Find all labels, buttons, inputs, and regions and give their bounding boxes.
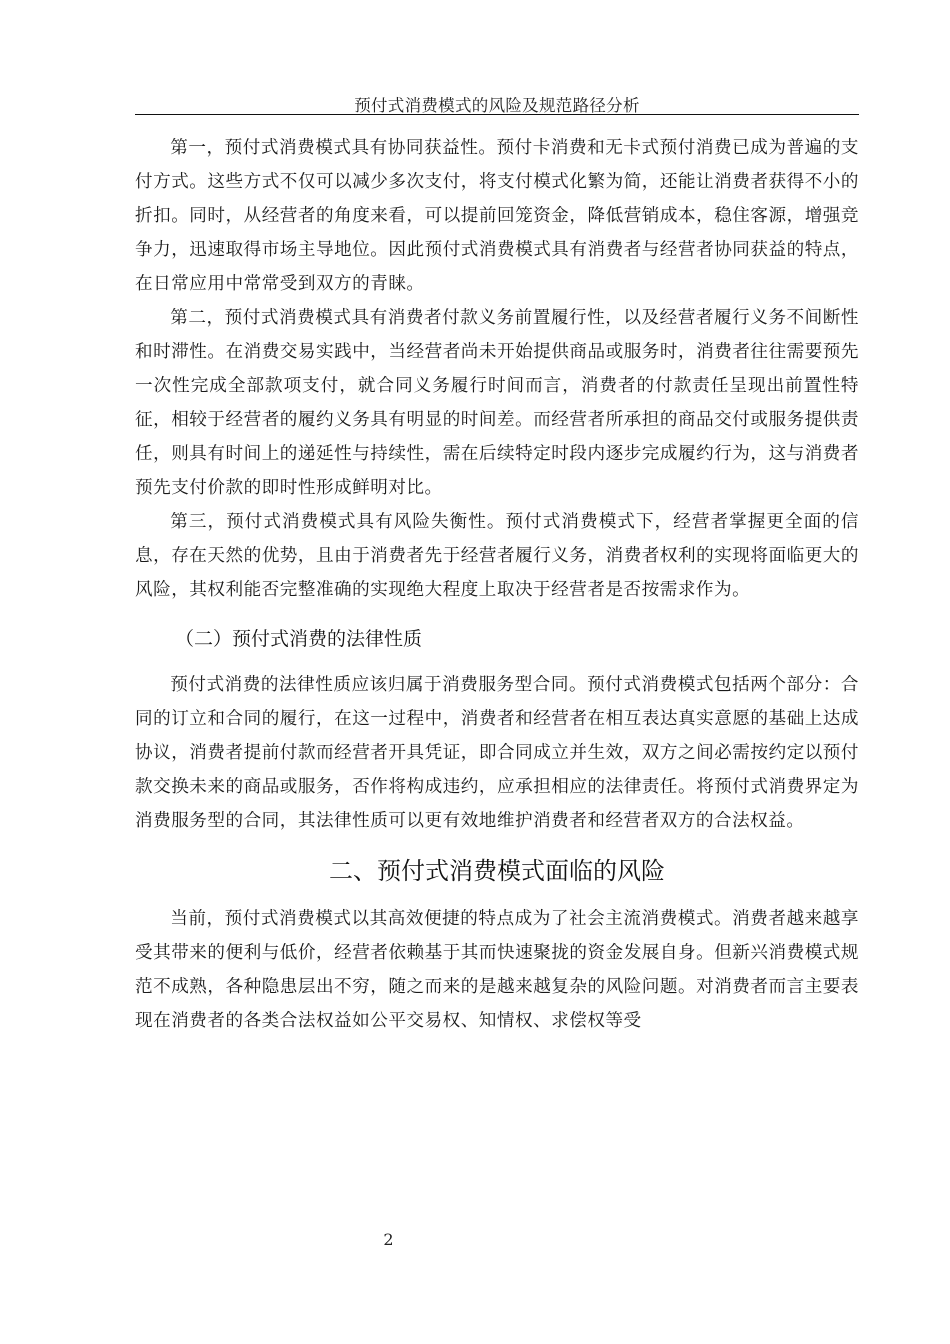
paragraph-first-feature: 第一，预付式消费模式具有协同获益性。预付卡消费和无卡式预付消费已成为普遍的支付方式。这些方式不仅可以减少多次支付，将支付模式化繁为简，还能让消费者获得不小的折扣。同时，从经营者的角度来看，可以提前回笼资金，降低营销成本，稳住客源，增强竞争力，迅速取得市场主导地位。因此预付式消费模式具有消费者与经营者协同获益的特点，在日常应用中常常受到双方的青睐。 [135, 138, 859, 294]
document-body [135, 131, 859, 1038]
paragraph-second-feature: 第二，预付式消费模式具有消费者付款义务前置履行性，以及经营者履行义务不间断性和时滞性。在消费交易实践中，当经营者尚未开始提供商品或服务时，消费者往往需要预先一次性完成全部款项支付，就合同义务履行时间而言，消费者的付款责任呈现出前置性特征，相较于经营者的履约义务具有明显的时间差。而经营者所承担的商品交付或服务提供责任，则具有时间上的递延性与持续性，需在后续特定时段内逐步完成履约行为，这与消费者预先支付价款的即时性形成鲜明对比。 [135, 308, 859, 498]
paragraph-legal-nature: 预付式消费的法律性质应该归属于消费服务型合同。预付式消费模式包括两个部分：合同的订立和合同的履行，在这一过程中，消费者和经营者在相互表达真实意愿的基础上达成协议，消费者提前付款而经营者开具凭证，即合同成立并生效，双方之间必需按约定以预付款交换未来的商品或服务，否作将构成违约，应承担相应的法律责任。将预付式消费界定为消费服务型的合同，其法律性质可以更有效地维护消费者和经营者双方的合法权益。 [135, 675, 859, 831]
header-rule [135, 114, 859, 115]
running-header: 预付式消费模式的风险及规范路径分析 [354, 96, 640, 115]
paragraph-risks-intro: 当前，预付式消费模式以其高效便捷的特点成为了社会主流消费模式。消费者越来越享受其带来的便利与低价，经营者依赖基于其而快速聚拢的资金发展自身。但新兴消费模式规范不成熟，各种隐患层出不穷，随之而来的是越来越复杂的风险问题。对消费者而言主要表现在消费者的各类合法权益如公平交易权、知情权、求偿权等受 [135, 909, 859, 1031]
section-heading: 二、预付式消费模式面临的风险 [329, 857, 665, 885]
paragraph-third-feature: 第三，预付式消费模式具有风险失衡性。预付式消费模式下，经营者掌握更全面的信息，存在天然的优势，且由于消费者先于经营者履行义务，消费者权利的实现将面临更大的风险，其权利能否完整准确的实现绝大程度上取决于经营者是否按需求作为。 [135, 512, 859, 600]
page-number: 2 [383, 1230, 394, 1249]
document-page [135, 0, 859, 1344]
subsection-heading: （二）预付式消费的法律性质 [175, 628, 423, 650]
